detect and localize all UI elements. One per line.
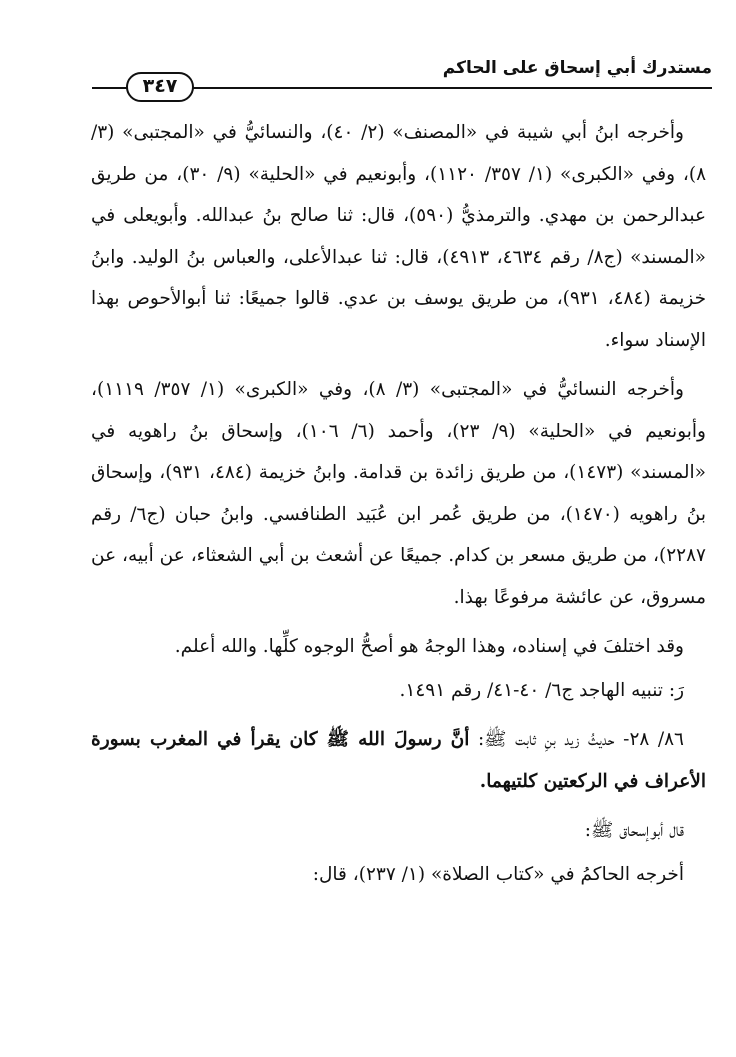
closing-attribution: قال أبوإسحاق ﷺ: [584,820,684,841]
hadith-intro: حديثُ زيد بنِ ثابت ﷺ: [477,729,615,750]
paragraph-takhrij-1: وأخرجه ابنُ أبي شيبة في «المصنف» (٢/ ٤٠)، والنسائيُّ في «المجتبى» (٣/ ٨)، وفي «الكبرى» (١/ ٣٥٧/ ١١٢٠)، وأبونعيم في «الحلية» (٩/ ٣٠)، من طريق عبدالرحمن بن مهدي. والترمذيُّ (٥٩٠)، قال: ثنا صالح بنُ عبدالله. وأبويعلى في «المسند» (ج٨/ رقم ٤٦٣٤، ٤٩١٣)، قال: ثنا عبدالأعلى، والعباس بنُ الوليد. وابنُ خزيمة (٤٨٤، ٩٣١)، من طريق يوسف بن عدي. قالوا جميعًا: ثنا أبوالأحوص بهذا الإسناد سواء. [91,122,706,351]
hadith-text: أنَّ رسولَ الله ﷺ كان يقرأ في المغرب بسورة الأعراف في الركعتين كلتيهما. [91,729,706,792]
paragraph-reference: رَ: تنبيه الهاجد ج٦/ ٤٠-٤١/ رقم ١٤٩١. [399,679,684,701]
hadith-number: ٨٦/ ٢٨- [623,729,684,750]
paragraph-note: وقد اختلفَ في إسناده، وهذا الوجهُ هو أصحُّ الوجوه كلِّها. والله أعلم. [174,636,684,657]
hadith-entry [91,719,706,802]
page-header [92,58,712,102]
closing-takhrij: أخرجه الحاكمُ في «كتاب الصلاة» (١/ ٢٣٧)، قال: [312,863,684,885]
running-title: مستدرك أبي إسحاق على الحاكم [442,58,712,78]
paragraph-takhrij-2: وأخرجه النسائيُّ في «المجتبى» (٣/ ٨)، وفي «الكبرى» (١/ ٣٥٧/ ١١١٩)، وأبونعيم في «الحلية» (٩/ ٢٣)، وأحمد (٦/ ١٠٦)، وإسحاق بنُ راهويه في «المسند» (١٤٧٣)، من طريق زائدة بن قدامة. وابنُ خزيمة (٤٨٤، ٩٣١)، وإسحاق بنُ راهويه (١٤٧٠)، من طريق عُمر ابن عُبَيد الطنافسي. وابنُ حبان (ج٦/ رقم ٢٢٨٧)، من طريق مسعر بن كدام. جميعًا عن أشعث بن أبي الشعثاء، عن أبيه، عن مسروق، عن عائشة مرفوعًا بهذا. [91,379,706,608]
main-text [91,112,706,903]
page-number: ٣٤٧ [126,72,194,102]
